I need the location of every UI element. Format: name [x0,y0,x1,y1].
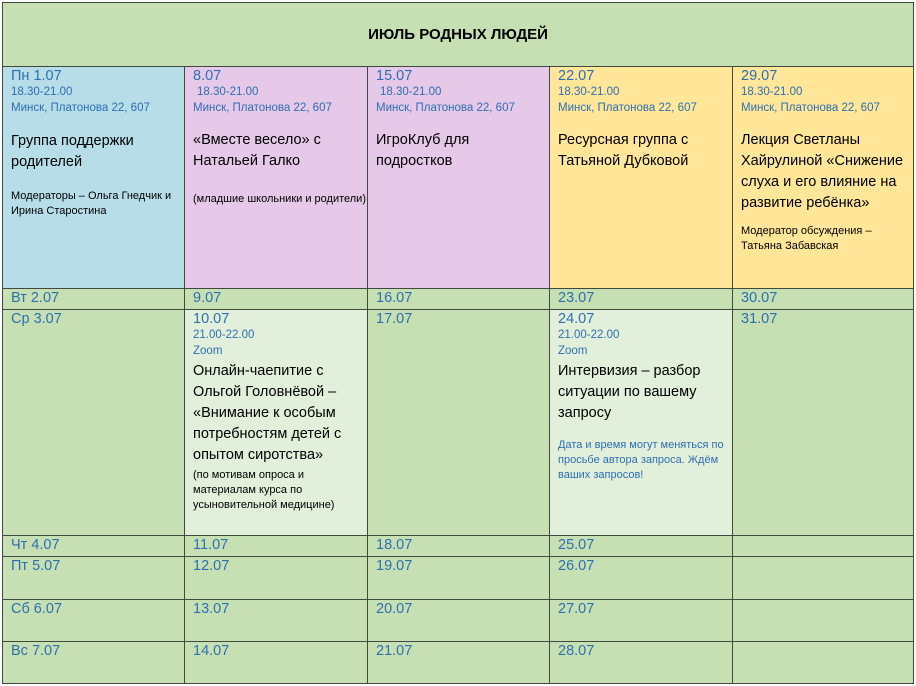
event-time: 21.00-22.00 [558,329,620,341]
event-title: Группа поддержки родителей [11,133,134,170]
date-label: 14.07 [193,643,230,659]
date-label: 10.07 [193,311,230,327]
event-note: (младшие школьники и родители) [193,193,366,205]
cell-21-07 [368,642,550,684]
monday-row [3,67,914,289]
event-title: Лекция Светланы Хайрулиной «Снижение слуха и его влияние на развитие ребёнка» [741,132,904,211]
cell-tue-2-07 [3,289,185,310]
date-label: 12.07 [193,558,230,574]
cell-wed-3-07 [3,310,185,536]
date-label: 22.07 [558,68,595,84]
july-schedule-table [2,2,914,684]
event-moderator: Модератор обсуждения – Татьяна Забавская [741,225,872,252]
date-label: 23.07 [558,290,595,306]
event-place: Zoom [558,345,588,357]
date-label: Вс 7.07 [11,643,61,659]
wednesday-row [3,310,914,536]
cell-10-07 [185,310,368,536]
event-title: ИгроКлуб для подростков [376,132,470,169]
date-label: 30.07 [741,290,778,306]
tuesday-row [3,289,914,310]
event-moderator: Модераторы – Ольга Гнедчик и Ирина Старостина [11,190,172,217]
cell-sat-6-07 [3,600,185,642]
event-place: Минск, Платонова 22, 607 [558,102,697,114]
date-label: 15.07 [376,68,413,84]
title-cell [3,3,914,67]
cell-19-07 [368,557,550,600]
cell-empty [733,557,914,600]
cell-22-07 [550,67,733,289]
cell-28-07 [550,642,733,684]
cell-16-07 [368,289,550,310]
cell-26-07 [550,557,733,600]
date-label: 13.07 [193,601,230,617]
event-time: 18.30-21.00 [558,86,620,98]
cell-8-07 [185,67,368,289]
thursday-row [3,536,914,557]
event-title: «Вместе весело» с Натальей Галко [193,132,321,169]
date-label: 8.07 [193,68,222,84]
sunday-row [3,642,914,684]
date-label: Сб 6.07 [11,601,63,617]
cell-14-07 [185,642,368,684]
date-label: Пн 1.07 [11,68,62,84]
event-note: Дата и время могут меняться по просьбе автора запроса. Ждём ваших запросов! [558,439,724,481]
cell-12-07 [185,557,368,600]
event-time: 18.30-21.00 [380,86,442,98]
date-label: 27.07 [558,601,595,617]
event-time: 21.00-22.00 [193,329,255,341]
date-label: 18.07 [376,537,413,553]
date-label: 26.07 [558,558,595,574]
date-label: 31.07 [741,311,778,327]
event-time: 18.30-21.00 [741,86,803,98]
cell-30-07 [733,289,914,310]
cell-24-07 [550,310,733,536]
cell-15-07 [368,67,550,289]
cell-mon-1-07 [3,67,185,289]
event-title: Интервизия – разбор ситуации по вашему запросу [558,363,701,421]
cell-20-07 [368,600,550,642]
cell-thu-4-07 [3,536,185,557]
cell-25-07 [550,536,733,557]
page-title: ИЮЛЬ РОДНЫХ ЛЮДЕЙ [368,25,548,43]
cell-18-07 [368,536,550,557]
date-label: Вт 2.07 [11,290,60,306]
cell-17-07 [368,310,550,536]
date-label: Пт 5.07 [11,558,61,574]
date-label: 21.07 [376,643,413,659]
cell-31-07 [733,310,914,536]
date-label: 24.07 [558,311,595,327]
date-label: Чт 4.07 [11,537,60,553]
date-label: 9.07 [193,290,222,306]
event-place: Минск, Платонова 22, 607 [11,102,150,114]
cell-29-07 [733,67,914,289]
date-label: 16.07 [376,290,413,306]
cell-11-07 [185,536,368,557]
date-label: 25.07 [558,537,595,553]
date-label: 28.07 [558,643,595,659]
event-time: 18.30-21.00 [197,86,259,98]
cell-empty [733,600,914,642]
cell-empty [733,642,914,684]
date-label: 19.07 [376,558,413,574]
event-title: Онлайн-чаепитие с Ольгой Головнёвой – «Внимание к особым потребностям детей с опытом сиротства» [193,363,342,463]
cell-9-07 [185,289,368,310]
event-place: Минск, Платонова 22, 607 [376,102,515,114]
cell-empty [733,536,914,557]
friday-row [3,557,914,600]
event-place: Zoom [193,345,223,357]
date-label: 20.07 [376,601,413,617]
cell-sun-7-07 [3,642,185,684]
date-label: 11.07 [193,537,229,553]
event-note: (по мотивам опроса и материалам курса по усыновительной медицине) [193,469,335,511]
saturday-row [3,600,914,642]
event-place: Минск, Платонова 22, 607 [741,102,880,114]
date-label: 17.07 [376,311,413,327]
date-label: Ср 3.07 [11,311,62,327]
event-time: 18.30-21.00 [11,86,73,98]
event-title: Ресурсная группа с Татьяной Дубковой [558,132,689,169]
cell-27-07 [550,600,733,642]
event-place: Минск, Платонова 22, 607 [193,102,332,114]
date-label: 29.07 [741,68,778,84]
cell-23-07 [550,289,733,310]
title-row [3,3,914,67]
cell-13-07 [185,600,368,642]
cell-fri-5-07 [3,557,185,600]
